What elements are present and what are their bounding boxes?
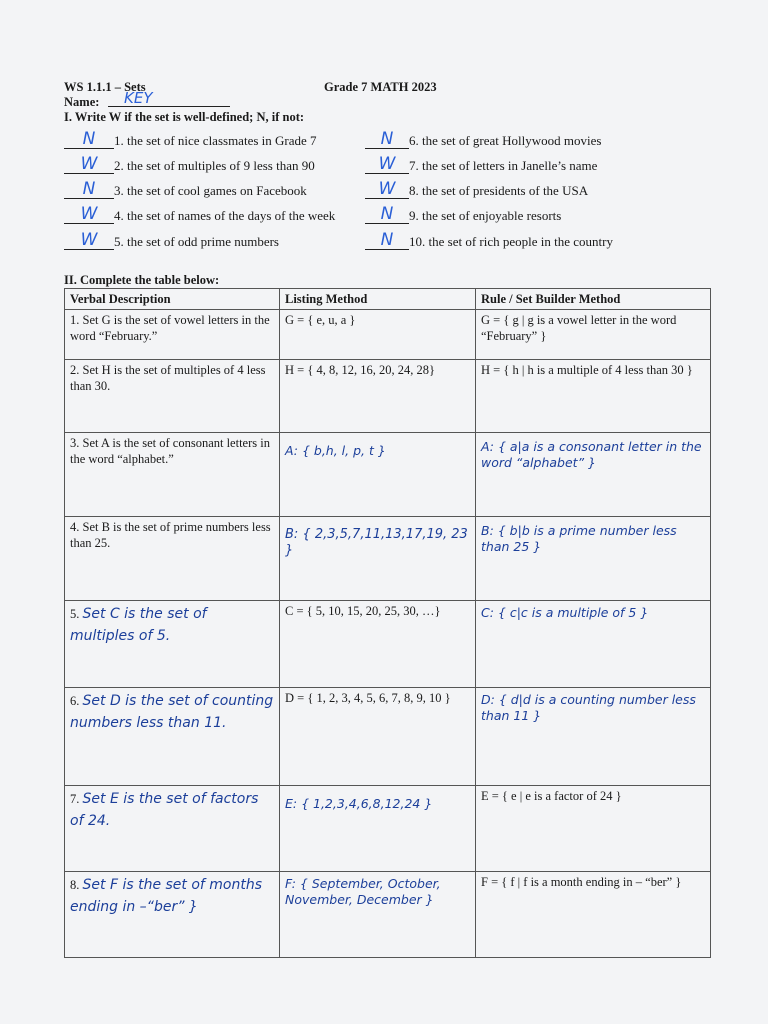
header-verbal: Verbal Description [65, 289, 280, 310]
listing-cell: A: { b,h, l, p, t } [280, 433, 476, 517]
table-row [65, 786, 711, 872]
answer-blank: W [64, 207, 114, 224]
listing-cell: B: { 2,3,5,7,11,13,17,19, 23 } [280, 517, 476, 601]
handwritten-verbal: Set D is the set of counting numbers less than 11. [70, 693, 274, 731]
rule-cell: H = { h | h is a multiple of 4 less than 30 } [476, 360, 711, 433]
listing-cell: C = { 5, 10, 15, 20, 25, 30, …} [280, 601, 476, 688]
question-9: N 9. the set of enjoyable resorts [365, 207, 561, 224]
rule-cell: B: { b|b is a prime number less than 25 } [476, 517, 711, 601]
question-10: N 10. the set of rich people in the country [365, 233, 613, 250]
answer-blank: W [365, 182, 409, 199]
question-5: W 5. the set of odd prime numbers [64, 233, 279, 250]
rule-cell: F = { f | f is a month ending in – “ber” } [476, 872, 711, 958]
verbal-cell [65, 786, 280, 872]
verbal-cell: 3. Set A is the set of consonant letters in the word “alphabet.” [65, 433, 280, 517]
row-number: 6. [70, 694, 80, 708]
listing-cell: G = { e, u, a } [280, 310, 476, 360]
sets-table [64, 288, 711, 958]
question-6: N 6. the set of great Hollywood movies [365, 132, 601, 149]
question-3: N 3. the set of cool games on Facebook [64, 182, 307, 199]
name-value: KEY [124, 89, 153, 107]
header-listing: Listing Method [280, 289, 476, 310]
verbal-cell [65, 872, 280, 958]
row-number: 5. [70, 607, 80, 621]
handwritten-verbal: Set F is the set of months ending in –“ber” } [70, 877, 263, 915]
question-4: W 4. the set of names of the days of the week [64, 207, 335, 224]
part2-title: II. Complete the table below: [64, 273, 220, 287]
answer-blank: N [365, 132, 409, 149]
verbal-cell: 1. Set G is the set of vowel letters in the word “February.” [65, 310, 280, 360]
rule-cell: C: { c|c is a multiple of 5 } [476, 601, 711, 688]
part1-title: I. Write W if the set is well-defined; N, if not: [64, 110, 305, 124]
listing-cell: D = { 1, 2, 3, 4, 5, 6, 7, 8, 9, 10 } [280, 688, 476, 786]
handwritten-verbal: Set E is the set of factors of 24. [70, 791, 259, 829]
name-label: Name: [64, 95, 100, 109]
table-row [65, 601, 711, 688]
table-row [65, 688, 711, 786]
row-number: 7. [70, 792, 80, 806]
table-row [65, 310, 711, 360]
name-field [108, 89, 230, 107]
rule-cell: A: { a|a is a consonant letter in the word “alphabet” } [476, 433, 711, 517]
question-2: W 2. the set of multiples of 9 less than 90 [64, 157, 315, 174]
rule-cell: D: { d|d is a counting number less than 11 } [476, 688, 711, 786]
table-row [65, 360, 711, 433]
listing-cell: E: { 1,2,3,4,6,8,12,24 } [280, 786, 476, 872]
answer-blank: N [365, 233, 409, 250]
worksheet-code: WS 1.1.1 – Sets [64, 80, 146, 94]
table-row [65, 433, 711, 517]
handwritten-verbal: Set C is the set of multiples of 5. [70, 606, 207, 644]
verbal-cell [65, 688, 280, 786]
listing-cell: F: { September, October, November, December } [280, 872, 476, 958]
answer-blank: N [365, 207, 409, 224]
verbal-cell: 2. Set H is the set of multiples of 4 less than 30. [65, 360, 280, 433]
verbal-cell: 4. Set B is the set of prime numbers less than 25. [65, 517, 280, 601]
row-number: 8. [70, 878, 80, 892]
rule-cell: G = { g | g is a vowel letter in the word “February” } [476, 310, 711, 360]
grade-title: Grade 7 MATH 2023 [324, 80, 437, 94]
table-row [65, 517, 711, 601]
answer-blank: N [64, 182, 114, 199]
question-7: W 7. the set of letters in Janelle’s name [365, 157, 597, 174]
question-1: N 1. the set of nice classmates in Grade 7 [64, 132, 317, 149]
rule-cell: E = { e | e is a factor of 24 } [476, 786, 711, 872]
table-header-row [65, 289, 711, 310]
answer-blank: W [365, 157, 409, 174]
answer-blank: W [64, 233, 114, 250]
listing-cell: H = { 4, 8, 12, 16, 20, 24, 28} [280, 360, 476, 433]
answer-blank: W [64, 157, 114, 174]
verbal-cell [65, 601, 280, 688]
question-8: W 8. the set of presidents of the USA [365, 182, 588, 199]
header-rule: Rule / Set Builder Method [476, 289, 711, 310]
table-row [65, 872, 711, 958]
answer-blank: N [64, 132, 114, 149]
